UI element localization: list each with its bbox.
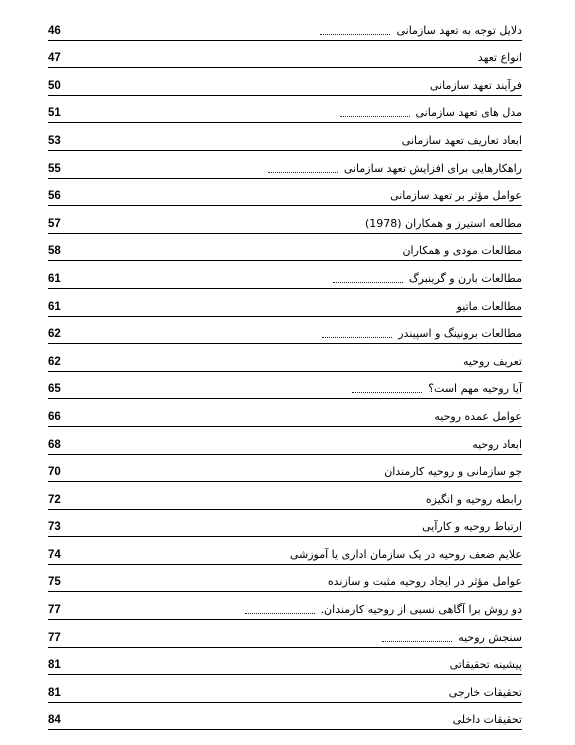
- toc-entry[interactable]: [48, 206, 522, 234]
- toc-entry[interactable]: [48, 317, 522, 345]
- toc-entry[interactable]: [48, 151, 522, 179]
- toc-entry-title: مطالعات ماتیو: [453, 300, 522, 313]
- toc-entry[interactable]: [48, 234, 522, 262]
- toc-entry-title: سنجش روحیه: [454, 631, 522, 644]
- toc-entry[interactable]: [48, 565, 522, 593]
- toc-entry[interactable]: [48, 537, 522, 565]
- table-of-contents: [48, 13, 522, 730]
- toc-page-number: 47: [48, 52, 65, 64]
- toc-entry-title: تعریف روحیه: [459, 355, 522, 368]
- toc-entry-title: فرآیند تعهد سازمانی: [426, 79, 522, 92]
- toc-page-number: 53: [48, 135, 65, 147]
- toc-entry[interactable]: [48, 620, 522, 648]
- toc-entry-title: راهکارهایی برای افزایش تعهد سازمانی: [340, 162, 522, 175]
- toc-dot-leader: [352, 392, 422, 393]
- toc-entry[interactable]: [48, 123, 522, 151]
- toc-entry[interactable]: [48, 592, 522, 620]
- toc-entry[interactable]: [48, 372, 522, 400]
- toc-page-number: 57: [48, 218, 65, 230]
- toc-page-number: 62: [48, 328, 65, 340]
- toc-entry[interactable]: [48, 510, 522, 538]
- toc-page-number: 66: [48, 411, 65, 423]
- toc-page-number: 50: [48, 80, 65, 92]
- toc-page-number: 55: [48, 163, 65, 175]
- toc-page-number: 75: [48, 576, 65, 588]
- toc-page-number: 65: [48, 383, 65, 395]
- toc-entry[interactable]: [48, 703, 522, 731]
- toc-entry-title: ارتباط روحیه و کارآیی: [418, 520, 522, 533]
- toc-page-number: 73: [48, 521, 65, 533]
- toc-dot-leader: [268, 172, 338, 173]
- toc-entry[interactable]: [48, 261, 522, 289]
- toc-entry[interactable]: [48, 399, 522, 427]
- toc-entry-title: دو روش برا آگاهی نسبی از روحیه کارمندان.: [317, 603, 522, 616]
- toc-entry[interactable]: [48, 427, 522, 455]
- toc-page-number: 61: [48, 273, 65, 285]
- toc-entry[interactable]: [48, 13, 522, 41]
- toc-entry-title: عوامل عمده روحیه: [430, 410, 522, 423]
- toc-entry-title: جو سازمانی و روحیه کارمندان: [380, 465, 522, 478]
- toc-page-number: 46: [48, 25, 65, 37]
- toc-page-number: 70: [48, 466, 65, 478]
- toc-entry[interactable]: [48, 648, 522, 676]
- toc-entry[interactable]: [48, 344, 522, 372]
- toc-entry[interactable]: [48, 482, 522, 510]
- toc-entry[interactable]: [48, 289, 522, 317]
- toc-page-number: 68: [48, 439, 65, 451]
- toc-entry-title: ابعاد تعاریف تعهد سازمانی: [398, 134, 522, 147]
- toc-page-number: 81: [48, 687, 65, 699]
- toc-dot-leader: [382, 641, 452, 642]
- toc-page-number: 62: [48, 356, 65, 368]
- toc-page-number: 74: [48, 549, 65, 561]
- toc-entry-title: مطالعات مودی و همکاران: [398, 244, 522, 257]
- toc-dot-leader: [320, 34, 390, 35]
- toc-entry-title: آیا روحیه مهم است؟: [424, 382, 522, 395]
- toc-dot-leader: [245, 613, 315, 614]
- toc-page-number: 61: [48, 301, 65, 313]
- toc-page-number: 77: [48, 604, 65, 616]
- toc-page-number: 72: [48, 494, 65, 506]
- toc-dot-leader: [340, 116, 410, 117]
- toc-page-number: 77: [48, 632, 65, 644]
- toc-entry[interactable]: [48, 179, 522, 207]
- toc-entry[interactable]: [48, 675, 522, 703]
- toc-entry-title: انواع تعهد: [474, 51, 522, 64]
- toc-entry-title: مطالعه استیرز و همکاران (1978): [361, 217, 522, 230]
- toc-entry-title: عوامل مؤثر در ایجاد روحیه مثبت و سازنده: [324, 575, 522, 588]
- toc-entry[interactable]: [48, 96, 522, 124]
- toc-entry-title: رابطه روحیه و انگیزه: [422, 493, 522, 506]
- toc-page-number: 81: [48, 659, 65, 671]
- toc-entry-title: ابعاد روحیه: [468, 438, 522, 451]
- toc-entry-title: علایم ضعف روحیه در یک سازمان اداری یا آموزشی: [286, 548, 522, 561]
- toc-entry-title: مطالعات برونینگ و اسپیندر: [394, 327, 522, 340]
- toc-page-number: 56: [48, 190, 65, 202]
- toc-dot-leader: [333, 282, 403, 283]
- toc-entry-title: تحقیقات داخلی: [449, 713, 522, 726]
- toc-entry[interactable]: [48, 41, 522, 69]
- toc-dot-leader: [322, 337, 392, 338]
- toc-entry-title: عوامل مؤثر بر تعهد سازمانی: [386, 189, 522, 202]
- toc-page-number: 84: [48, 714, 65, 726]
- toc-entry[interactable]: [48, 455, 522, 483]
- toc-page-number: 58: [48, 245, 65, 257]
- toc-entry-title: دلایل توجه به تعهد سازمانی: [392, 24, 522, 37]
- toc-entry-title: پیشینه تحقیقاتی: [446, 658, 522, 671]
- toc-entry-title: مطالعات بارن و گرینبرگ: [405, 272, 522, 285]
- toc-entry-title: تحقیقات خارجی: [445, 686, 522, 699]
- toc-entry[interactable]: [48, 68, 522, 96]
- toc-page-number: 51: [48, 107, 65, 119]
- toc-entry-title: مدل های تعهد سازمانی: [412, 106, 522, 119]
